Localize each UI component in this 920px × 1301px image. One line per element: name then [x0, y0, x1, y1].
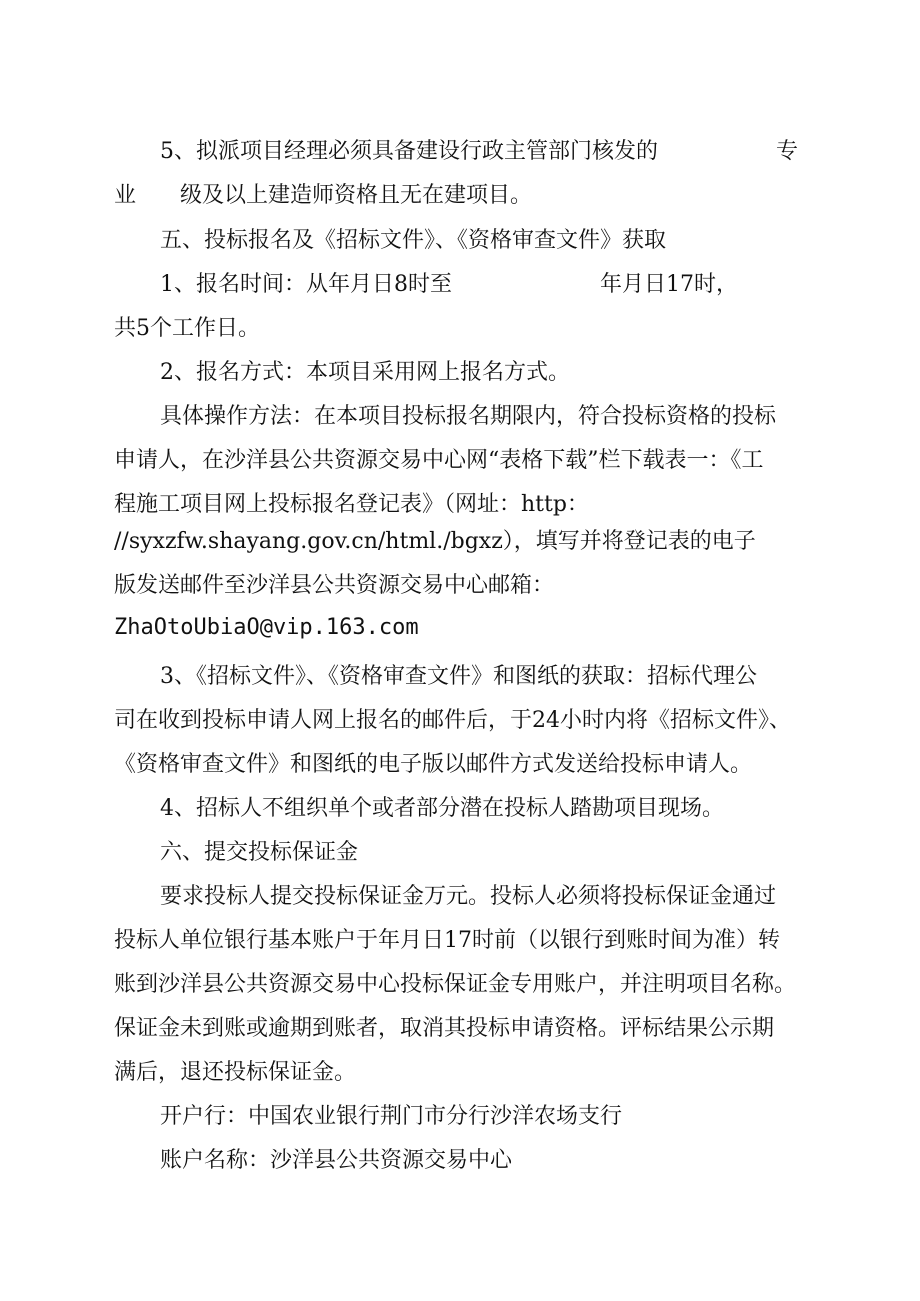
text-line: 申请人，在沙洋县公共资源交易中心网“表格下载”栏下载表一：《工: [114, 448, 764, 473]
text-line: 具体操作方法：在本项目投标报名期限内，符合投标资格的投标: [160, 404, 777, 429]
text-line: 要求投标人提交投标保证金万元。投标人必须将投标保证金通过: [160, 884, 777, 909]
text-line: 级及以上建造师资格且无在建项目。: [180, 183, 533, 208]
text-line: 满后，退还投标保证金。: [114, 1060, 357, 1085]
text-line: 开户行：中国农业银行荆门市分行沙洋农场支行: [160, 1104, 623, 1129]
text-line: 年月日17时，: [600, 272, 738, 297]
text-line: 业: [114, 183, 137, 208]
text-line: 3、《招标文件》、《资格审查文件》和图纸的获取：招标代理公: [160, 664, 757, 689]
text-line: 1、报名时间：从年月日8时至: [160, 272, 452, 297]
text-line: 账到沙洋县公共资源交易中心投标保证金专用账户，并注明项目名称。: [114, 972, 797, 997]
text-line: 投标人单位银行基本账户于年月日17时前（以银行到账时间为准）转: [114, 928, 780, 953]
email-address: ZhaOtoUbiaO@vip.163.com: [114, 615, 419, 640]
text-line: 共5个工作日。: [114, 316, 260, 341]
section-heading: 六、提交投标保证金: [160, 840, 359, 865]
text-line: 专: [776, 139, 799, 164]
text-line: 2、报名方式：本项目采用网上报名方式。: [160, 360, 570, 385]
text-line: 司在收到投标申请人网上报名的邮件后，于24小时内将《招标文件》、: [114, 708, 791, 733]
text-line: 程施工项目网上投标报名登记表》（网址：http：: [114, 492, 589, 517]
text-line: //syxzfw.shayang.gov.cn/html./bgxz），填写并将登记表的电子: [114, 529, 756, 554]
section-heading: 五、投标报名及《招标文件》、《资格审查文件》获取: [160, 228, 667, 253]
text-line: 4、招标人不组织单个或者部分潜在投标人踏勘项目现场。: [160, 796, 724, 821]
text-line: 保证金未到账或逾期到账者，取消其投标申请资格。评标结果公示期: [114, 1016, 775, 1041]
text-line: 账户名称：沙洋县公共资源交易中心: [160, 1148, 513, 1173]
text-line: 5、拟派项目经理必须具备建设行政主管部门核发的: [160, 139, 658, 164]
text-line: 《资格审查文件》和图纸的电子版以邮件方式发送给投标申请人。: [114, 752, 753, 777]
text-line: 版发送邮件至沙洋县公共资源交易中心邮箱：: [114, 573, 555, 598]
